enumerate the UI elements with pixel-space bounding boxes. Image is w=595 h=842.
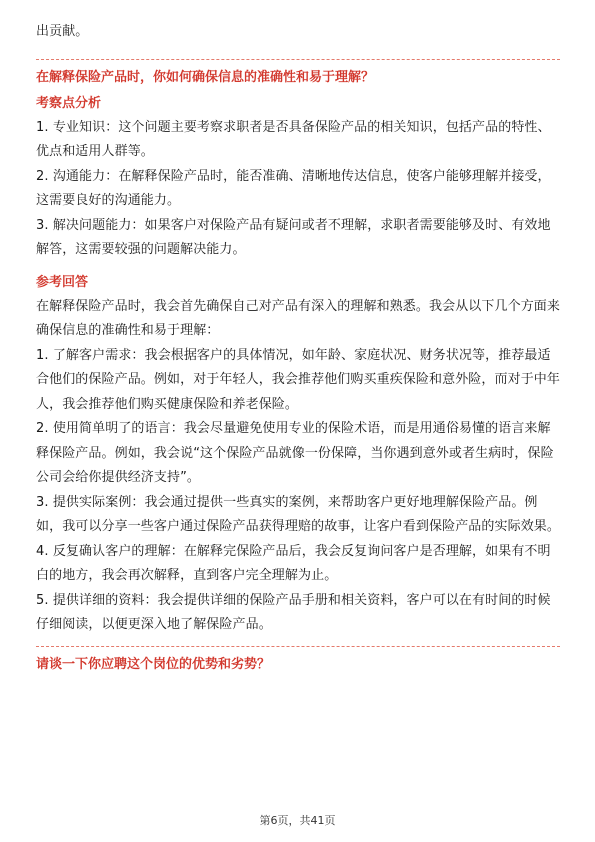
document-page — [36, 20, 560, 679]
analysis-item: 2. 沟通能力：在解释保险产品时，能否准确、清晰地传达信息，使客户能够理解并接受，这需要良好的沟通能力。 — [36, 168, 551, 208]
answer-item: 5. 提供详细的资料：我会提供详细的保险产品手册和相关资料，客户可以在有时间的时候仔细阅读，以便更深入地了解保险产品。 — [36, 592, 551, 632]
section-divider — [36, 646, 560, 647]
continued-text: 出贡献。 — [36, 24, 89, 39]
answer-item: 2. 使用简单明了的语言：我会尽量避免使用专业的保险术语，而是用通俗易懂的语言来解释保险产品。例如，我会说“这个保险产品就像一份保障，当你遇到意外或者生病时，保险公司会给你提供经济支持”。 — [36, 421, 554, 485]
answer-item: 1. 了解客户需求：我会根据客户的具体情况，如年龄、家庭状况、财务状况等，推荐最适合他们的保险产品。例如，对于年轻人，我会推荐他们购买重疾保险和意外险，而对于中年人，我会推荐他们购买健康保险和养老保险。 — [36, 347, 561, 412]
spacer — [36, 638, 560, 646]
answer-intro: 在解释保险产品时，我会首先确保自己对产品有深入的理解和熟悉。我会从以下几个方面来确保信息的准确性和易于理解： — [36, 298, 561, 338]
page-number: 第6页，共41页 — [259, 814, 336, 827]
answer-item: 3. 提供实际案例：我会通过提供一些真实的案例，来帮助客户更好地理解保险产品。例如，我可以分享一些客户通过保险产品获得理赔的故事，让客户看到保险产品的实际效果。 — [36, 494, 561, 534]
question-heading: 请谈一下你应聘这个岗位的优势和劣势？ — [36, 656, 271, 672]
spacer — [36, 263, 560, 271]
section-divider — [36, 59, 560, 60]
analysis-heading: 考察点分析 — [36, 95, 102, 111]
answer-heading: 参考回答 — [36, 274, 89, 290]
question-heading: 在解释保险产品时，你如何确保信息的准确性和易于理解？ — [36, 69, 375, 85]
analysis-item: 3. 解决问题能力：如果客户对保险产品有疑问或者不理解，求职者需要能够及时、有效地解答，这需要较强的问题解决能力。 — [36, 217, 551, 257]
analysis-item: 1. 专业知识：这个问题主要考察求职者是否具备保险产品的相关知识，包括产品的特性、优点和适用人群等。 — [36, 119, 551, 159]
answer-item: 4. 反复确认客户的理解：在解释完保险产品后，我会反复询问客户是否理解，如果有不明白的地方，我会再次解释，直到客户完全理解为止。 — [36, 543, 551, 583]
